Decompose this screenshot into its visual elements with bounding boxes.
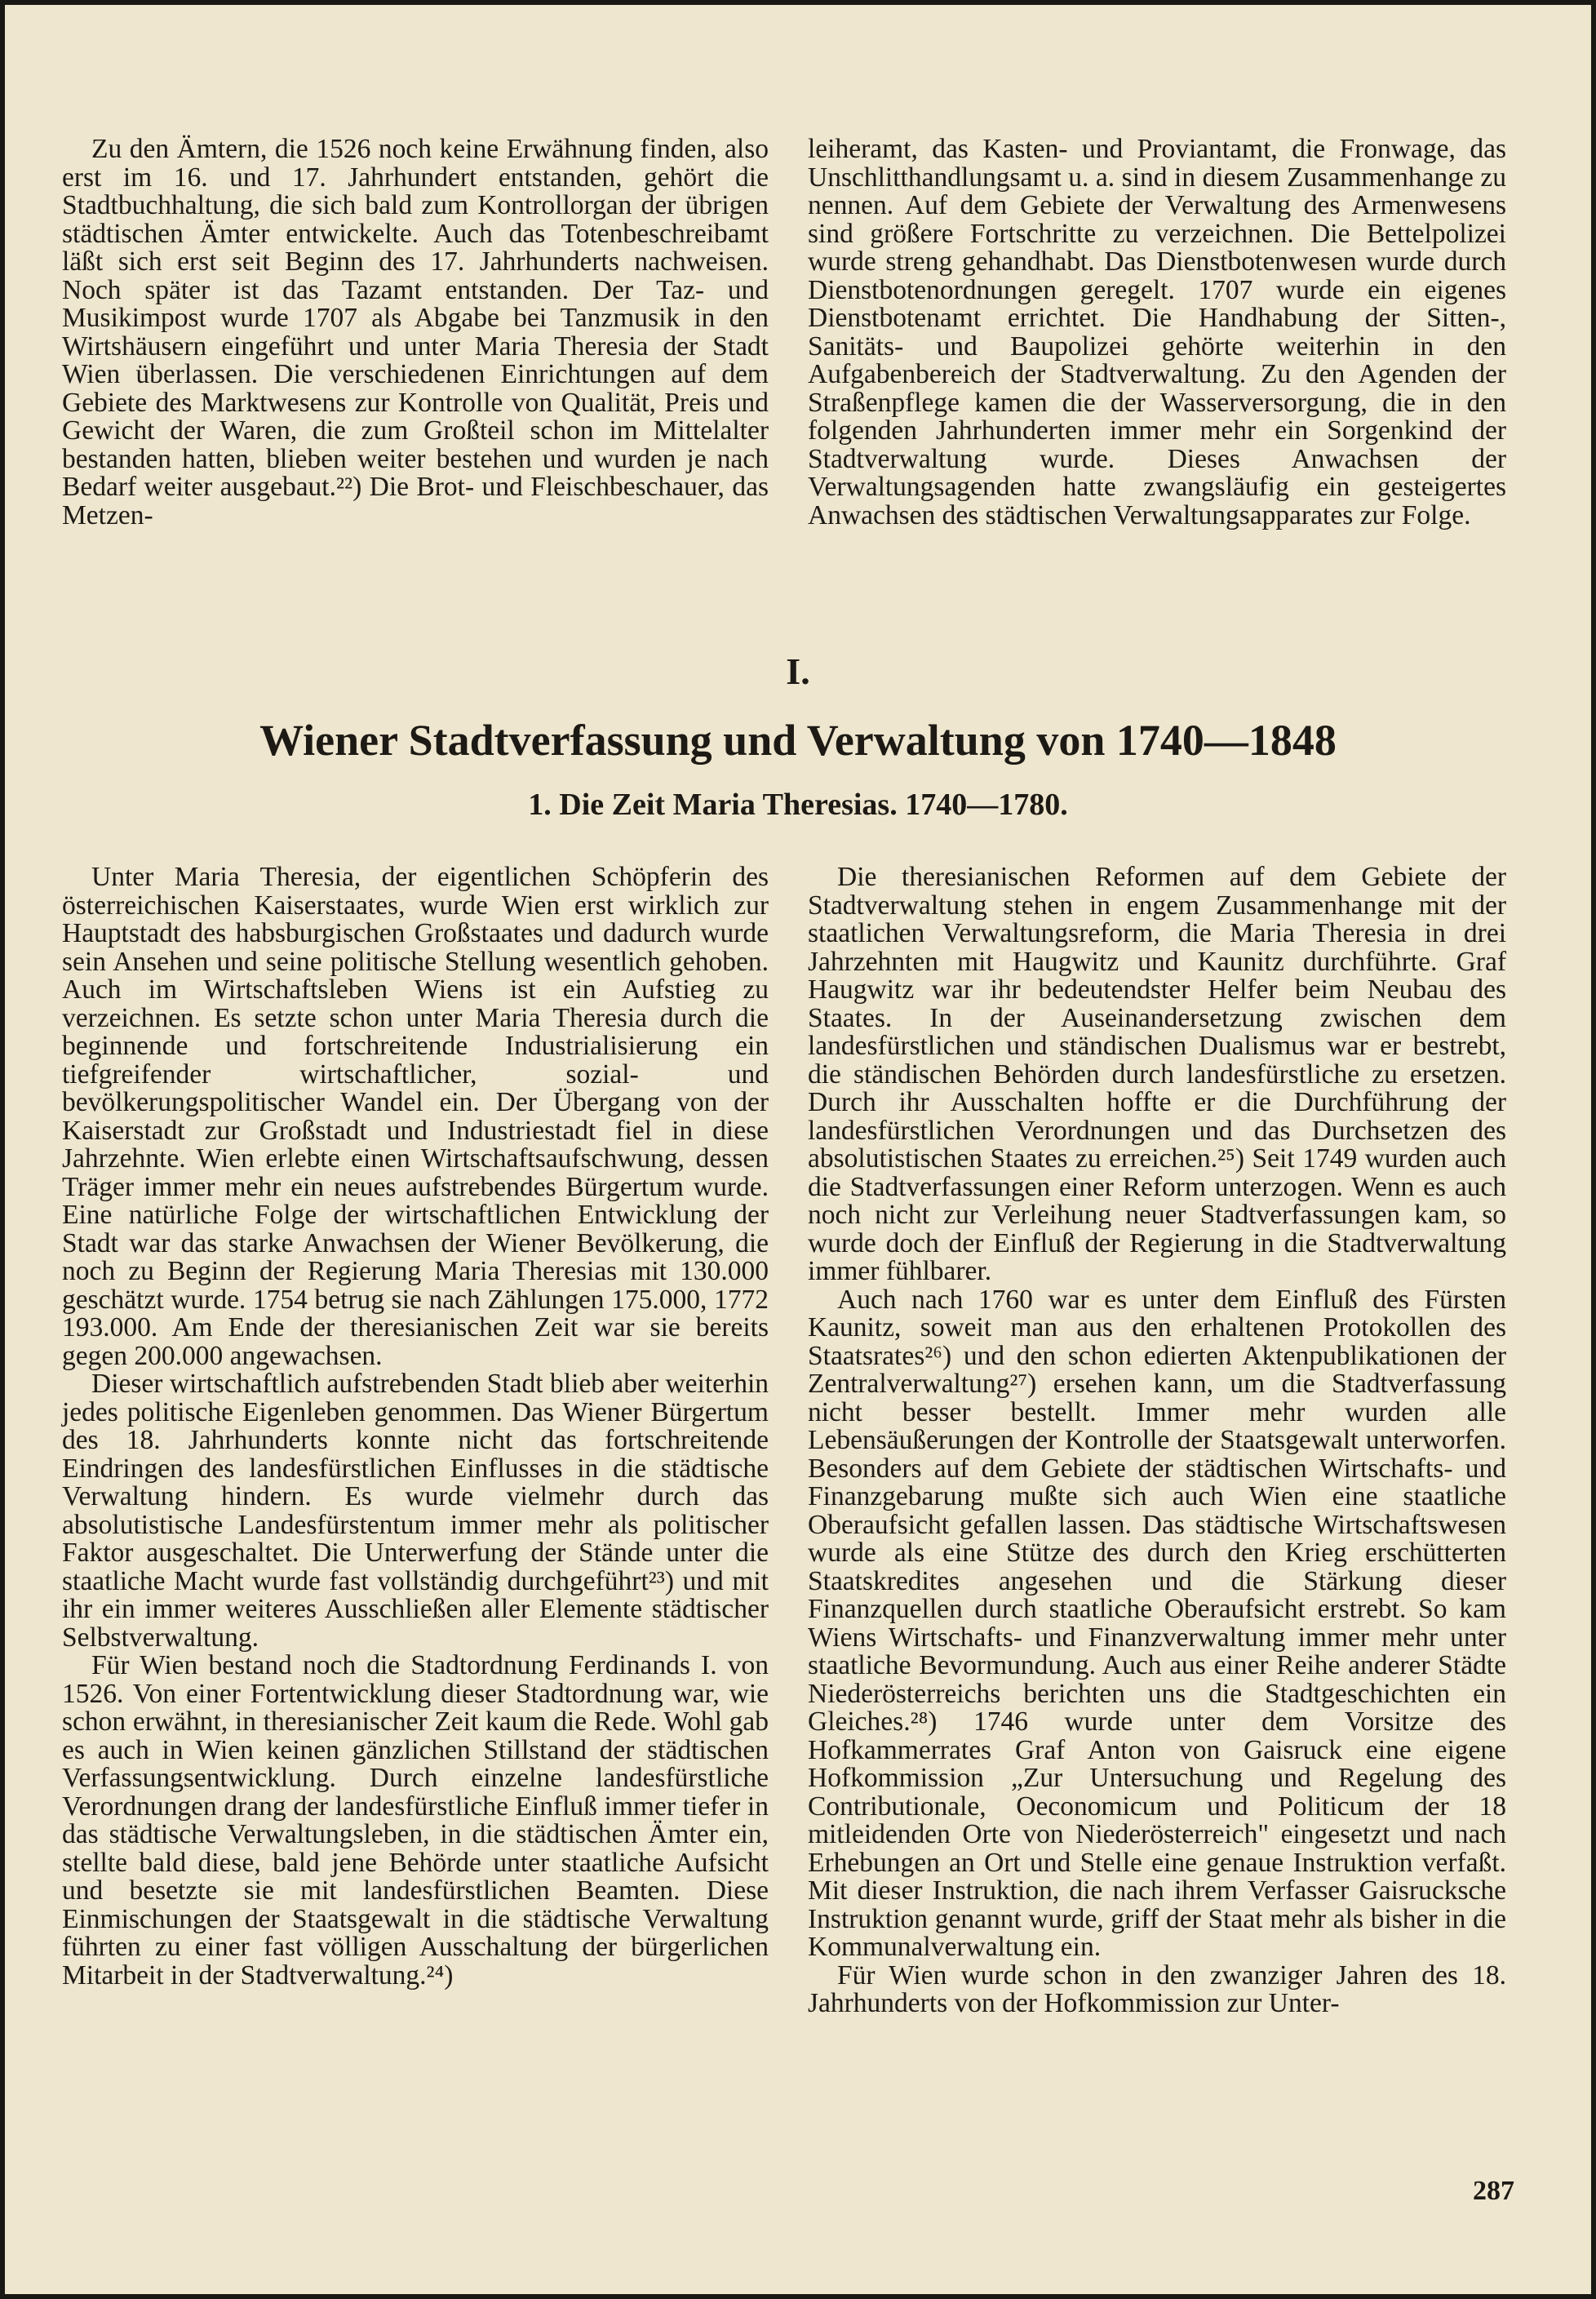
chapter-title: Wiener Stadtverfassung und Verwaltung von 1740—1848 [259,716,1337,765]
body-left-column [62,863,769,1990]
paragraph: Zu den Ämtern, die 1526 noch keine Erwähnung finden, also erst im 16. und 17. Jahrhundert entstanden, gehört die Stadtbuchhaltung, die sich bald zum Kontrollorgan der übrigen städtischen Ämter entwickelte. Auch das Totenbeschreibamt läßt sich erst seit Beginn des 17. Jahrhunderts nachweisen. Noch später ist das Tazamt entstanden. Der Taz- und Musikimpost wurde 1707 als Abgabe bei Tanzmusik in den Wirtshäusern eingeführt und unter Maria Theresia der Stadt Wien überlassen. Die verschiedenen Einrichtungen auf dem Gebiete des Marktwesens zur Kontrolle von Qualität, Preis und Gewicht der Waren, die zum Großteil schon im Mittelalter bestanden hatten, blieben weiter bestehen und wurden je nach Bedarf weiter ausgebaut.²²) Die Brot- und Fleischbeschauer, das Metzen- [62,134,769,530]
paragraph: Unter Maria Theresia, der eigentlichen Schöpferin des österreichischen Kaiserstaates, wurde Wien erst wirklich zur Hauptstadt des habsburgischen Großstaates und dadurch wurde sein Ansehen und seine politische Stellung wesentlich gehoben. Auch im Wirtschaftsleben Wiens ist ein Aufstieg zu verzeichnen. Es setzte schon unter Maria Theresia durch die beginnende und fortschreitende Industrialisierung ein tiefgreifender wirtschaftlicher, sozial- und bevölkerungspolitischer Wandel ein. Der Übergang von der Kaiserstadt zur Großstadt und Industriestadt fiel in diese Jahrzehnte. Wien erlebte einen Wirtschaftsaufschwung, dessen Träger immer mehr ein neues aufstrebendes Bürgertum wurde. Eine natürliche Folge der wirtschaftlichen Entwicklung der Stadt war das starke Anwachsen der Wiener Bevölkerung, die noch zu Beginn der Regierung Maria Theresias mit 130.000 geschätzt wurde. 1754 betrug sie nach Zählungen 175.000, 1772 193.000. Am Ende der theresianischen Zeit war sie bereits gegen 200.000 angewachsen. [62,862,769,1371]
paragraph: Für Wien bestand noch die Stadtordnung Ferdinands I. von 1526. Von einer Fortentwicklung dieser Stadtordnung war, wie schon erwähnt, in theresianischer Zeit kaum die Rede. Wohl gab es auch in Wien keinen gänzlichen Stillstand der städtischen Verfassungsentwicklung. Durch einzelne landesfürstliche Verordnungen drang der landesfürstliche Einfluß immer tiefer in das städtische Verwaltungsleben, in die städtischen Ämter ein, stellte bald diese, bald jene Behörde unter staatliche Aufsicht und besetzte sie mit landesfürstlichen Beamten. Diese Einmischungen der Staatsgewalt in die städtische Verwaltung führten zu einer fast völligen Ausschaltung der bürgerlichen Mitarbeit in der Stadtverwaltung.²⁴) [62,1650,769,1991]
chapter-number: I. [786,650,810,692]
paragraph: leiheramt, das Kasten- und Proviantamt, die Fronwage, das Unschlitthandlungsamt u. a. sind in diesem Zusammenhange zu nennen. Auf dem Gebiete der Verwaltung des Armenwesens sind größere Fortschritte zu verzeichnen. Die Bettelpolizei wurde streng gehandhabt. Das Dienstbotenwesen wurde durch Dienstbotenordnungen geregelt. 1707 wurde ein eigenes Dienstbotenamt errichtet. Die Handhabung der Sitten-, Sanitäts- und Baupolizei gehörte weiterhin in den Aufgabenbereich der Stadtverwaltung. Zu den Agenden der Straßenpflege kamen die der Wasserversorgung, die in den folgenden Jahrhunderten immer mehr ein Sorgenkind der Stadtverwaltung wurde. Dieses Anwachsen der Verwaltungsagenden hatte zwangsläufig ein gesteigertes Anwachsen des städtischen Verwaltungsapparates zur Folge. [808,134,1506,530]
document-page [5,5,1591,2294]
paragraph: Die theresianischen Reformen auf dem Gebiete der Stadtverwaltung stehen in engem Zusammenhange mit der staatlichen Verwaltungsreform, die Maria Theresia in drei Jahrzehnten mit Haugwitz und Kaunitz durchführte. Graf Haugwitz war ihr bedeutendster Helfer beim Neubau des Staates. In der Auseinandersetzung zwischen dem landesfürstlichen und ständischen Dualismus war er bestrebt, die ständischen Behörden durch landesfürstliche zu ersetzen. Durch ihr Ausschalten hoffte er die Durchführung der landesfürstlichen Verordnungen und das Durchsetzen des absolutistischen Staates zu erreichen.²⁵) Seit 1749 wurden auch die Stadtverfassungen einer Reform unterzogen. Wenn es auch noch nicht zur Verleihung neuer Stadtverfassungen kam, so wurde doch der Einfluß der Regierung in die Stadtverwaltung immer fühlbarer. [808,862,1506,1286]
body-right-column [808,863,1506,2018]
paragraph: Dieser wirtschaftlich aufstrebenden Stadt blieb aber weiterhin jedes politische Eigenleben genommen. Das Wiener Bürgertum des 18. Jahrhunderts konnte nicht das fortschreitende Eindringen des landesfürstlichen Einflusses in die städtische Verwaltung hindern. Es wurde vielmehr durch das absolutistische Landesfürstentum immer mehr als politischer Faktor ausgeschaltet. Die Unterwerfung der Stände unter die staatliche Macht wurde fast vollständig durchgeführt²³) und mit ihr ein immer weiteres Ausschließen aller Elemente städtischer Selbstverwaltung. [62,1369,769,1653]
top-right-column [808,135,1506,530]
top-left-column [62,135,769,530]
paragraph: Auch nach 1760 war es unter dem Einfluß des Fürsten Kaunitz, soweit man aus den erhaltenen Protokollen des Staatsrates²⁶) und den schon edierten Aktenpublikationen der Zentralverwaltung²⁷) ersehen kann, um die Stadtverfassung nicht besser bestellt. Immer mehr wurden alle Lebensäußerungen der Kontrolle der Staatsgewalt unterworfen. Besonders auf dem Gebiete der städtischen Wirtschafts- und Finanzgebarung mußte sich auch Wien eine staatliche Oberaufsicht gefallen lassen. Das städtische Wirtschaftswesen wurde als eine Stütze des durch den Krieg erschütterten Staatskredites angesehen und die Stärkung dieser Finanzquellen durch staatliche Oberaufsicht erstrebt. So kam Wiens Wirtschafts- und Finanzverwaltung immer mehr unter staatliche Bevormundung. Auch aus einer Reihe anderer Städte Niederösterreichs berichten uns die Stadtgeschichten ein Gleiches.²⁸) 1746 wurde unter dem Vorsitze des Hofkammerrates Graf Anton von Gaisruck eine eigene Hofkommission „Zur Untersuchung und Regelung des Contributionale, Oeconomicum und Politicum der 18 mitleidenden Orte von Niederösterreich" eingesetzt und nach Erhebungen an Ort und Stelle eine genaue Instruktion verfaßt. Mit dieser Instruktion, die nach ihrem Verfasser Gaisrucksche Instruktion genannt wurde, griff der Staat mehr als bisher in die Kommunalverwaltung ein. [808,1284,1506,1962]
paragraph: Für Wien wurde schon in den zwanziger Jahren des 18. Jahrhunderts von der Hofkommission zur Unter- [808,1959,1506,2018]
section-title: 1. Die Zeit Maria Theresias. 1740—1780. [528,788,1068,822]
page-number: 287 [1473,2176,1514,2206]
